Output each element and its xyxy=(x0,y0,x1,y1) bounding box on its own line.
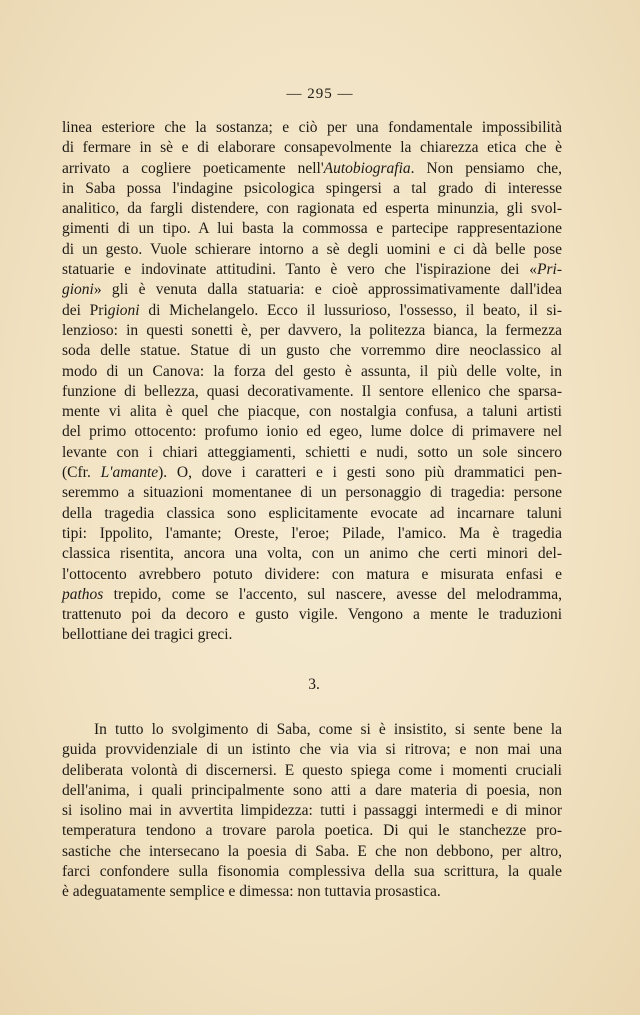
text-line: arrivato a cogliere poeticamente nell'Autobiografia. Non pensiamo che, xyxy=(62,159,562,177)
text-line: della tragedia classica sono esplicitamente evocate ad incarnare taluni xyxy=(62,504,562,522)
text-line: classica risentita, ancora una volta, con un animo che certi minori del- xyxy=(62,545,562,563)
text-line: gioni» gli è venuta dalla statuaria: e cioè approssimativamente dall'idea xyxy=(62,281,562,299)
text-line: trattenuto poi da decoro e gusto vigile. Vengono a mente le traduzioni xyxy=(62,606,562,624)
text-line: seremmo a situazioni momentanee di un personaggio di tragedia: persone xyxy=(62,484,562,502)
text-line: lenzioso: in questi sonetti è, per davvero, la politezza bianca, la fermezza xyxy=(62,321,562,339)
text-line: in Saba possa l'indagine psicologica spingersi a tal grado di interesse xyxy=(62,179,562,197)
text-line: dei Prigioni di Michelangelo. Ecco il lussurioso, l'ossesso, il beato, il si- xyxy=(62,301,562,319)
text-line: deliberata volontà di discernersi. E questo spiega come i momenti cruciali xyxy=(62,761,562,779)
text-line: mente vi alita è quel che piacque, con nostalgia confusa, a taluni artisti xyxy=(62,403,562,421)
text-line: gimenti di un tipo. A lui basta la commossa e partecipe rappresentazione xyxy=(62,220,562,238)
text-line: del primo ottocento: profumo ionio ed egeo, lume dolce di primavere nel xyxy=(62,423,562,441)
text-line: di fermare in sè e di elaborare consapevolmente la chiarezza etica che è xyxy=(62,139,562,157)
text-line: analitico, da fargli distendere, con ragionata ed esperta minunzia, gli svol- xyxy=(62,200,562,218)
text-line: modo di un Canova: la forza del gesto è assunta, il più delle volte, in xyxy=(62,362,562,380)
text-line: l'ottocento avrebbero potuto dividere: con matura e misurata enfasi e xyxy=(62,565,562,583)
paragraph-2 xyxy=(62,720,562,903)
text-line: farci confondere sulla fisonomia complessiva della sua scrittura, la quale xyxy=(62,863,562,881)
text-line: statuarie e indovinate attitudini. Tanto è vero che l'ispirazione dei «Pri- xyxy=(62,261,562,279)
paragraph-1 xyxy=(62,118,562,646)
text-line: (Cfr. L'amante). O, dove i caratteri e i gesti sono più drammatici pen- xyxy=(62,464,562,482)
text-line: soda delle statue. Statue di un gusto che vorremmo dire neoclassico al xyxy=(62,342,562,360)
text-line: tipi: Ippolito, l'amante; Oreste, l'eroe; Pilade, l'amico. Ma è tragedia xyxy=(62,524,562,542)
text-line: sastiche che intersecano la poesia di Saba. E che non debbono, per altro, xyxy=(62,842,562,860)
text-line: guida provvidenziale di un istinto che via via si ritrova; e non mai una xyxy=(62,741,562,759)
text-line: In tutto lo svolgimento di Saba, come si è insistito, si sente bene la xyxy=(94,721,562,738)
text-line: si isolino mai in avvertita limpidezza: tutti i passaggi intermedi e di minor xyxy=(62,802,562,820)
text-line: temperatura tendono a trovare parola poetica. Di qui le stanchezze pro- xyxy=(62,822,562,840)
section-number: 3. xyxy=(308,676,320,693)
text-line: pathos trepido, come se l'accento, sul nascere, avesse del melodramma, xyxy=(62,585,562,603)
text-line: bellottiane dei tragici greci. xyxy=(62,626,233,644)
text-line: è adeguatamente semplice e dimessa: non tuttavia prosastica. xyxy=(62,883,441,901)
page-number: — 295 — xyxy=(286,86,354,102)
text-line: dell'anima, i quali principalmente sono atti a dare materia di poesia, non xyxy=(62,781,562,799)
text-line: linea esteriore che la sostanza; e ciò per una fondamentale impossibilità xyxy=(62,119,562,136)
text-line: di un gesto. Vuole schierare intorno a sè degli uomini e ci dà belle pose xyxy=(62,240,562,258)
text-line: funzione di bellezza, quasi decorativamente. Il sentore ellenico che sparsa- xyxy=(62,382,562,400)
text-line: levante con i chiari atteggiamenti, schietti e nudi, sotto un sole sincero xyxy=(62,443,562,461)
